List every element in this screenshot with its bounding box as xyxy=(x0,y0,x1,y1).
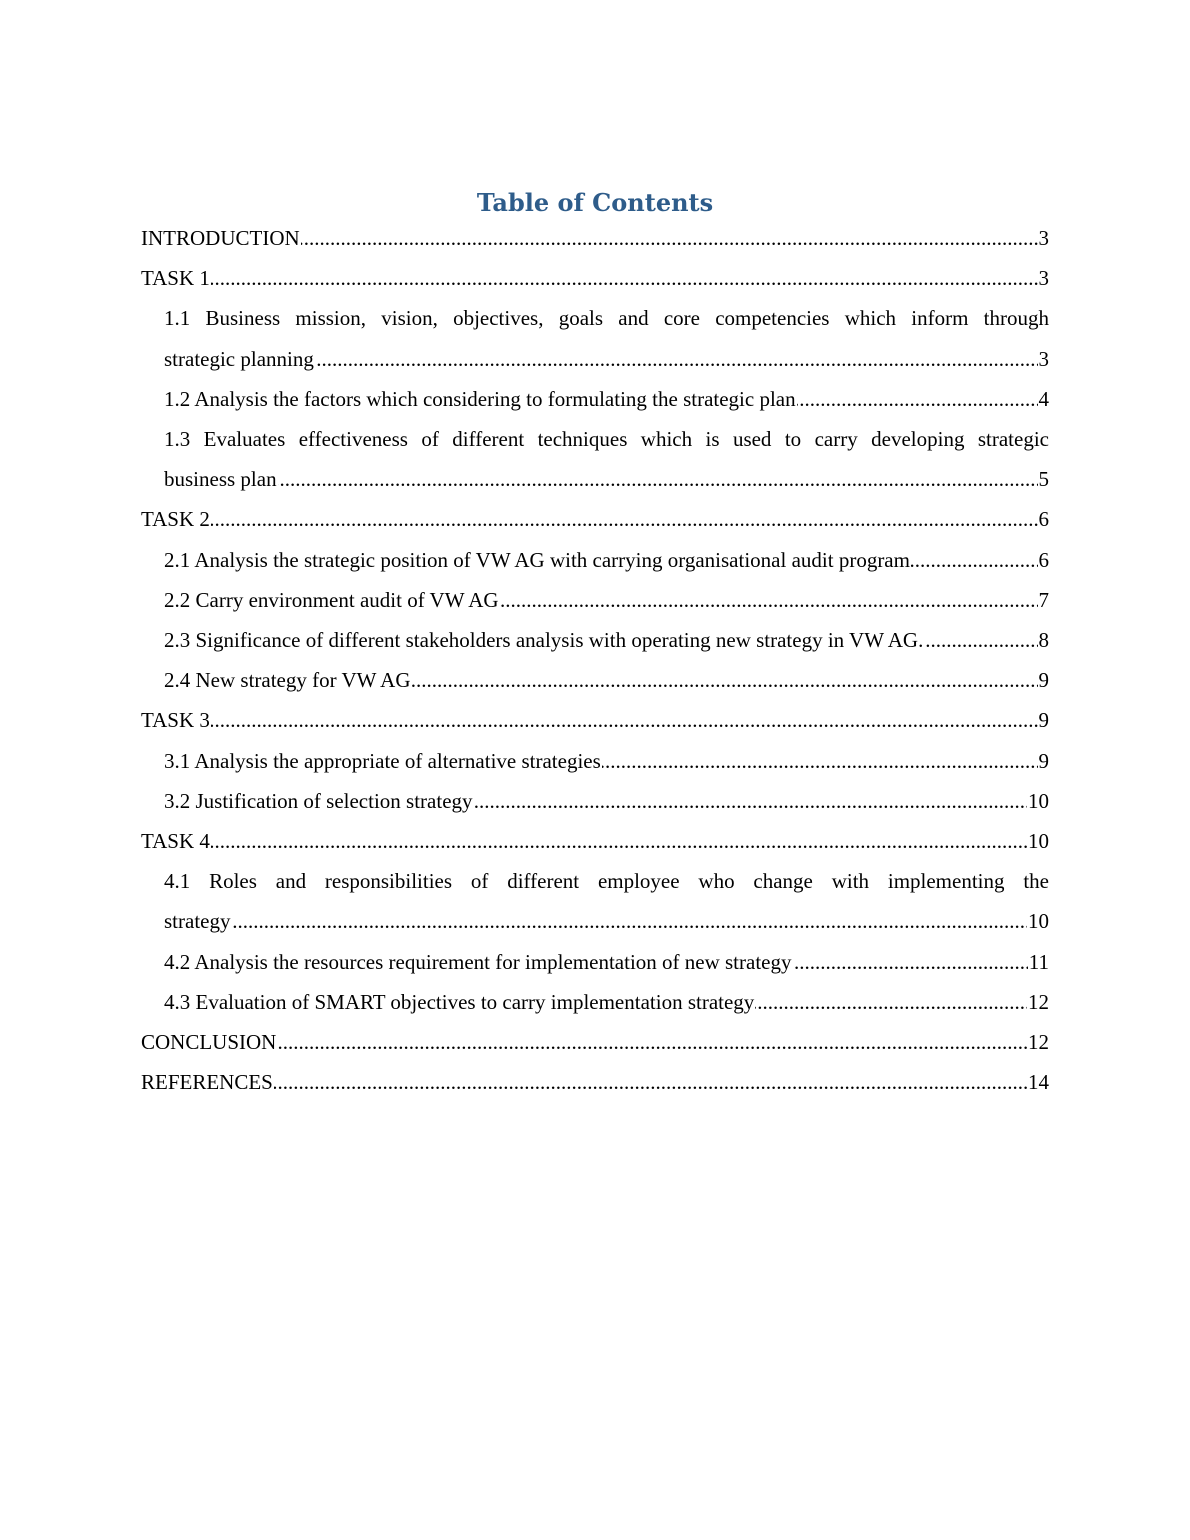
toc-entry-page: 10 xyxy=(1027,781,1049,821)
toc-entry-label: 3.2 Justification of selection strategy xyxy=(164,788,473,813)
toc-entry-2-2[interactable] xyxy=(164,580,1049,620)
toc-entry-page: 6 xyxy=(1038,540,1050,580)
toc-entry-conclusion[interactable] xyxy=(141,1022,1049,1062)
toc-title: Table of Contents xyxy=(476,188,714,217)
toc-entry-label: TASK 1 xyxy=(141,266,210,291)
toc-entry-4-1[interactable] xyxy=(164,861,1049,941)
dot-leader xyxy=(141,700,1049,740)
toc-entry-label-line2: strategic planning xyxy=(164,346,314,371)
toc-entry-label: 2.4 New strategy for VW AG xyxy=(164,668,411,693)
toc-entry-2-1[interactable] xyxy=(164,540,1049,580)
toc-entry-1-2[interactable] xyxy=(164,379,1049,419)
dot-leader xyxy=(141,258,1049,298)
toc-entry-label-line1: 1.1 Business mission, vision, objectives, goals and core competencies which inform through xyxy=(164,306,1049,331)
toc-entry-page: 12 xyxy=(1027,1022,1049,1062)
toc-entry-page: 11 xyxy=(1028,942,1049,982)
toc-entry-page: 9 xyxy=(1038,741,1050,781)
toc-entry-page: 5 xyxy=(1038,459,1050,499)
toc-entry-task-4[interactable] xyxy=(141,821,1049,861)
toc-entry-3-2[interactable] xyxy=(164,781,1049,821)
toc-entry-label-line2: business plan xyxy=(164,467,277,492)
toc-entry-page: 4 xyxy=(1038,379,1050,419)
toc-entry-label: 2.2 Carry environment audit of VW AG xyxy=(164,587,499,612)
toc-entry-page: 12 xyxy=(1027,982,1049,1022)
toc-entry-label-line2-row xyxy=(164,339,1049,379)
toc-entry-page: 10 xyxy=(1027,821,1049,861)
toc-entry-label-line1: 4.1 Roles and responsibilities of different employee who change with implementing the xyxy=(164,869,1049,894)
dot-leader xyxy=(141,1022,1049,1062)
toc-entry-4-3[interactable] xyxy=(164,982,1049,1022)
dot-leader xyxy=(141,499,1049,539)
toc-entry-label: TASK 3 xyxy=(141,708,210,733)
toc-entry-label: 1.2 Analysis the factors which considering to formulating the strategic plan xyxy=(164,386,796,411)
toc-entry-page: 10 xyxy=(1027,901,1049,941)
toc-entry-label: INTRODUCTION xyxy=(141,226,300,250)
toc-entry-label-line2: strategy xyxy=(164,909,231,934)
toc-entry-page: 9 xyxy=(1038,700,1050,740)
dot-leader xyxy=(141,1062,1049,1102)
toc-entry-label: CONCLUSION xyxy=(141,1030,277,1055)
toc-entry-1-1[interactable] xyxy=(164,298,1049,378)
toc-entry-page: 9 xyxy=(1038,660,1050,700)
dot-leader xyxy=(164,901,1049,941)
toc-entry-label-line1: 1.3 Evaluates effectiveness of different techniques which is used to carry developing strategic xyxy=(164,427,1049,452)
toc-entry-label: REFERENCES xyxy=(141,1070,273,1095)
toc-entry-page: 3 xyxy=(1038,339,1050,379)
toc-entry-page: 3 xyxy=(1038,258,1050,298)
toc-entry-label-line2-row xyxy=(164,901,1049,941)
toc-entry-label: TASK 4 xyxy=(141,829,210,854)
toc-entry-label: 4.2 Analysis the resources requirement for implementation of new strategy xyxy=(164,949,792,974)
toc-entry-2-3[interactable] xyxy=(164,620,1049,660)
toc-entry-task-1[interactable] xyxy=(141,258,1049,298)
toc-entry-label-line2-row xyxy=(164,459,1049,499)
dot-leader xyxy=(164,459,1049,499)
toc-entry-4-2[interactable] xyxy=(164,942,1049,982)
toc-entry-task-3[interactable] xyxy=(141,700,1049,740)
toc-entry-task-2[interactable] xyxy=(141,499,1049,539)
toc-entry-page: 8 xyxy=(1038,620,1050,660)
dot-leader xyxy=(141,821,1049,861)
toc-entry-introduction[interactable] xyxy=(141,218,1049,258)
toc-entry-label: TASK 2 xyxy=(141,507,210,532)
toc-entry-2-4[interactable] xyxy=(164,660,1049,700)
toc-entry-label: 3.1 Analysis the appropriate of alternative strategies xyxy=(164,748,601,773)
toc-entry-3-1[interactable] xyxy=(164,741,1049,781)
toc-entry-label: 4.3 Evaluation of SMART objectives to carry implementation strategy xyxy=(164,989,755,1014)
toc-entry-page: 7 xyxy=(1038,580,1050,620)
toc-entry-label: 2.1 Analysis the strategic position of VW AG with carrying organisational audit program xyxy=(164,547,910,572)
toc-entry-1-3[interactable] xyxy=(164,419,1049,499)
toc-entry-page: 6 xyxy=(1038,499,1050,539)
toc-entry-page: 3 xyxy=(1038,218,1050,258)
table-of-contents xyxy=(141,218,1049,1102)
toc-entry-references[interactable] xyxy=(141,1062,1049,1102)
toc-entry-label: 2.3 Significance of different stakeholders analysis with operating new strategy in VW AG. xyxy=(164,628,924,653)
toc-entry-page: 14 xyxy=(1027,1062,1049,1102)
